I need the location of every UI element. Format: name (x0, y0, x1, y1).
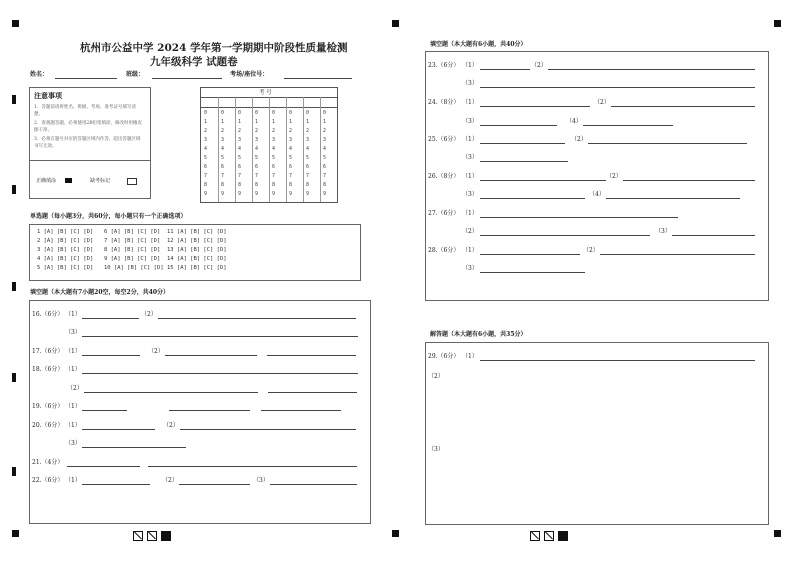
mc-options[interactable]: [A] [B] [C] [D] (176, 238, 227, 244)
answer-blank[interactable] (67, 466, 140, 467)
exam-id-bubble[interactable]: 5 (289, 155, 293, 161)
side-mark (12, 373, 16, 382)
exam-id-col-divider (286, 97, 287, 202)
seat-label: 考场/座位号： (230, 71, 269, 78)
blank-number: （3） (253, 477, 269, 484)
answer-blank[interactable] (158, 318, 356, 319)
mc-question-number: 12 (167, 238, 174, 244)
exam-id-bubble[interactable]: 4 (221, 146, 225, 152)
mc-options[interactable]: [A] [B] [C] [D] (43, 265, 94, 271)
code-mark (558, 531, 568, 541)
mc-question-number: 2 (37, 238, 41, 244)
blank-number: （1） (65, 366, 81, 373)
answer-blank[interactable] (261, 410, 341, 411)
mc-options[interactable]: [A] [B] [C] [D] (43, 256, 94, 262)
blank-number: （1） (462, 247, 478, 254)
exam-id-bubble[interactable]: 0 (272, 110, 276, 116)
exam-id-bubble[interactable]: 9 (255, 191, 259, 197)
exam-id-bubble[interactable]: 5 (272, 155, 276, 161)
blank-number: （3） (65, 329, 81, 336)
blank-number: （3） (462, 80, 478, 87)
question-number: 19.（6分） (32, 403, 64, 410)
answer-blank[interactable] (82, 447, 186, 448)
notice-item: 2．客观题答题，必须使用2B铅笔填涂，修改时用橡皮擦干净。 (34, 121, 143, 133)
mc-options[interactable]: [A] [B] [C] [D] (176, 256, 227, 262)
mc-question-row[interactable] (167, 247, 227, 253)
mc-question-row[interactable] (37, 247, 93, 253)
exam-id-bubble[interactable]: 8 (289, 182, 293, 188)
exam-id-bubble[interactable]: 3 (289, 137, 293, 143)
exam-id-grid[interactable] (200, 87, 338, 203)
exam-id-bubble[interactable]: 3 (323, 137, 327, 143)
side-mark (12, 467, 16, 476)
blank-number: （2） (141, 311, 157, 318)
question-number: 16.（6分） (32, 311, 64, 318)
fill-right-heading: 填空题（本大题有6小题，共40分） (430, 41, 527, 48)
question-number: 29.（6分） (428, 353, 460, 360)
answer-blank[interactable] (180, 429, 356, 430)
blank-number: （1） (462, 136, 478, 143)
question-number: 26.（8分） (428, 173, 460, 180)
answer-blank[interactable] (82, 336, 358, 337)
exam-id-bubble[interactable]: 0 (204, 110, 208, 116)
exam-id-bubble[interactable]: 4 (289, 146, 293, 152)
answer-blank[interactable] (480, 198, 585, 199)
answer-heading: 解答题（本大题有6小题，共35分） (430, 331, 527, 338)
blank-number: （2） (531, 62, 547, 69)
answer-blank[interactable] (480, 161, 568, 162)
mc-question-number: 9 (104, 256, 108, 262)
answer-blank[interactable] (268, 392, 357, 393)
code-mark (544, 531, 554, 541)
exam-id-bubble[interactable]: 2 (323, 128, 327, 134)
answer-blank[interactable] (82, 429, 155, 430)
question-number: 23.（6分） (428, 62, 460, 69)
answer-blank[interactable] (82, 410, 127, 411)
blank-number: （3） (65, 440, 81, 447)
answer-blank[interactable] (267, 355, 356, 356)
mc-question-row[interactable] (104, 256, 160, 262)
mc-question-number: 1 (37, 229, 41, 235)
answer-blank[interactable] (165, 355, 257, 356)
exam-id-bubble[interactable]: 1 (255, 119, 259, 125)
exam-id-bubble[interactable]: 1 (238, 119, 242, 125)
answer-blank[interactable] (480, 180, 606, 181)
exam-id-bubble[interactable]: 9 (306, 191, 310, 197)
side-mark (12, 282, 16, 291)
blank-number: （2） (162, 477, 178, 484)
exam-id-bubble[interactable]: 8 (272, 182, 276, 188)
class-label: 班级： (126, 71, 145, 78)
exam-id-bubble[interactable]: 9 (272, 191, 276, 197)
exam-id-bubble[interactable]: 4 (255, 146, 259, 152)
question-number: 25.（6分） (428, 136, 460, 143)
exam-id-bubble[interactable]: 9 (238, 191, 242, 197)
registration-mark (392, 530, 399, 537)
exam-id-bubble[interactable]: 0 (289, 110, 293, 116)
question-number: 28.（6分） (428, 247, 460, 254)
blank-number: （1） (462, 210, 478, 217)
mc-question-row[interactable] (104, 229, 160, 235)
answer-blank[interactable] (600, 254, 755, 255)
mc-options[interactable]: [A] [B] [C] [D] (43, 229, 94, 235)
blank-number: （2） (148, 348, 164, 355)
notice-item: 1．答题前请将姓名、班级、考场、准考证号填写清楚。 (34, 105, 136, 117)
exam-id-bubble[interactable]: 8 (238, 182, 242, 188)
mc-question-number: 3 (37, 247, 41, 253)
exam-id-bubble[interactable]: 4 (204, 146, 208, 152)
mc-question-row[interactable] (104, 238, 160, 244)
blank-number: （3） (428, 446, 444, 453)
exam-id-bubble[interactable]: 7 (289, 173, 293, 179)
exam-id-bubble[interactable]: 4 (238, 146, 242, 152)
correct-fill-label: 正确填涂 (36, 178, 57, 184)
mc-question-row[interactable] (167, 238, 227, 244)
exam-id-bubble[interactable]: 1 (306, 119, 310, 125)
mc-options[interactable]: [A] [B] [C] [D] (113, 265, 164, 271)
blank-number: （2） (583, 247, 599, 254)
answer-blank[interactable] (583, 125, 673, 126)
exam-id-bubble[interactable]: 3 (306, 137, 310, 143)
exam-id-bubble[interactable]: 7 (221, 173, 225, 179)
exam-id-bubble[interactable]: 9 (289, 191, 293, 197)
blank-number: （1） (462, 62, 478, 69)
answer-blank[interactable] (480, 87, 755, 88)
answer-blank[interactable] (611, 106, 755, 107)
exam-id-bubble[interactable]: 7 (238, 173, 242, 179)
answer-blank[interactable] (480, 254, 580, 255)
name-field[interactable] (55, 78, 117, 79)
exam-id-bubble[interactable]: 0 (306, 110, 310, 116)
mc-options[interactable]: [A] [B] [C] [D] (110, 256, 161, 262)
exam-id-col-divider (320, 97, 321, 202)
blank-number: （1） (65, 311, 81, 318)
exam-id-bubble[interactable]: 7 (255, 173, 259, 179)
mc-options[interactable]: [A] [B] [C] [D] (110, 229, 161, 235)
answer-blank[interactable] (82, 318, 139, 319)
exam-id-bubble[interactable]: 3 (221, 137, 225, 143)
exam-id-bubble[interactable]: 7 (323, 173, 327, 179)
mc-question-row[interactable] (104, 265, 164, 271)
exam-id-bubble[interactable]: 8 (323, 182, 327, 188)
answer-blank[interactable] (84, 392, 258, 393)
correct-fill-sample (65, 178, 72, 183)
blank-number: （2） (67, 385, 83, 392)
exam-id-bubble[interactable]: 6 (204, 164, 208, 170)
exam-id-bubble[interactable]: 8 (221, 182, 225, 188)
answer-blank[interactable] (179, 484, 250, 485)
exam-id-bubble[interactable]: 0 (323, 110, 327, 116)
exam-id-bubble[interactable]: 5 (221, 155, 225, 161)
exam-id-bubble[interactable]: 7 (306, 173, 310, 179)
exam-id-bubble[interactable]: 8 (306, 182, 310, 188)
answer-blank[interactable] (480, 125, 557, 126)
question-number: 27.（6分） (428, 210, 460, 217)
answer-blank[interactable] (270, 484, 357, 485)
blank-number: （1） (462, 173, 478, 180)
blank-number: （2） (571, 136, 587, 143)
exam-id-bubble[interactable]: 1 (323, 119, 327, 125)
mc-options[interactable]: [A] [B] [C] [D] (176, 229, 227, 235)
mc-heading: 单选题（每小题3分，共60分，每小题只有一个正确选项） (30, 213, 187, 220)
exam-id-bubble[interactable]: 3 (204, 137, 208, 143)
notice-item: 3．必须在题号对应的答题区域内作答，超出答题区域书写无效。 (34, 137, 141, 149)
blank-number: （1） (462, 99, 478, 106)
blank-number: （2） (163, 422, 179, 429)
answer-blank[interactable] (148, 466, 357, 467)
registration-mark (12, 20, 19, 27)
exam-id-bubble[interactable]: 9 (204, 191, 208, 197)
seat-field[interactable] (284, 78, 352, 79)
registration-mark (12, 530, 19, 537)
mc-question-row[interactable] (167, 256, 227, 262)
blank-number: （1） (462, 353, 478, 360)
answer-blank[interactable] (480, 272, 585, 273)
answer-blank[interactable] (548, 69, 755, 70)
exam-id-bubble[interactable]: 6 (272, 164, 276, 170)
blank-number: （3） (655, 228, 671, 235)
mc-question-row[interactable] (104, 247, 160, 253)
registration-mark (774, 20, 781, 27)
exam-id-bubble[interactable]: 2 (255, 128, 259, 134)
exam-id-bubble[interactable]: 2 (306, 128, 310, 134)
exam-id-bubble[interactable]: 0 (238, 110, 242, 116)
answer-blank[interactable] (480, 360, 755, 361)
absent-mark-box[interactable] (127, 178, 137, 185)
exam-id-col-divider (303, 97, 304, 202)
mc-options[interactable]: [A] [B] [C] [D] (110, 238, 161, 244)
answer-blank[interactable] (606, 198, 740, 199)
exam-id-bubble[interactable]: 6 (323, 164, 327, 170)
blank-number: （3） (462, 265, 478, 272)
answer-blank[interactable] (480, 69, 530, 70)
answer-box (425, 342, 769, 525)
mc-question-row[interactable] (167, 229, 227, 235)
registration-mark (392, 20, 399, 27)
exam-id-bubble[interactable]: 0 (221, 110, 225, 116)
exam-id-bubble[interactable]: 7 (204, 173, 208, 179)
exam-id-bubble[interactable]: 6 (306, 164, 310, 170)
mc-question-number: 5 (37, 265, 41, 271)
exam-id-bubble[interactable]: 4 (272, 146, 276, 152)
answer-blank[interactable] (82, 355, 140, 356)
blank-number: （2） (462, 228, 478, 235)
exam-id-col-divider (269, 97, 270, 202)
exam-id-bubble[interactable]: 5 (204, 155, 208, 161)
notice-heading: 注意事项 (34, 91, 62, 100)
code-mark (147, 531, 157, 541)
exam-id-bubble[interactable]: 8 (204, 182, 208, 188)
exam-id-bubble[interactable]: 1 (272, 119, 276, 125)
mc-options[interactable]: [A] [B] [C] [D] (176, 265, 227, 271)
exam-id-bubble[interactable]: 2 (238, 128, 242, 134)
exam-id-col-divider (218, 97, 219, 202)
answer-blank[interactable] (82, 373, 358, 374)
exam-id-bubble[interactable]: 2 (272, 128, 276, 134)
question-number: 24.（8分） (428, 99, 460, 106)
exam-id-bubble[interactable]: 9 (221, 191, 225, 197)
question-number: 17.（6分） (32, 348, 64, 355)
exam-id-col-divider (252, 97, 253, 202)
code-mark (530, 531, 540, 541)
side-mark (12, 95, 16, 104)
exam-id-bubble[interactable]: 5 (323, 155, 327, 161)
mc-question-number: 14 (167, 256, 174, 262)
exam-id-label: 考 号 (259, 90, 272, 96)
mc-question-number: 10 (104, 265, 111, 271)
class-field[interactable] (152, 78, 222, 79)
code-mark (133, 531, 143, 541)
question-number: 20.（6分） (32, 422, 64, 429)
page-title: 杭州市公益中学 2024 学年第一学期期中阶段性质量检测 (80, 42, 348, 54)
exam-id-bubble[interactable]: 1 (289, 119, 293, 125)
name-label: 姓名： (30, 71, 49, 78)
exam-id-bubble[interactable]: 2 (289, 128, 293, 134)
answer-blank[interactable] (82, 484, 150, 485)
answer-blank[interactable] (623, 180, 755, 181)
notice-divider (30, 160, 150, 161)
mc-question-row[interactable] (37, 265, 93, 271)
exam-id-bubble[interactable]: 3 (238, 137, 242, 143)
answer-blank[interactable] (480, 106, 590, 107)
exam-id-bubble[interactable]: 4 (306, 146, 310, 152)
answer-blank[interactable] (169, 410, 250, 411)
exam-id-bubble[interactable]: 1 (204, 119, 208, 125)
answer-blank[interactable] (480, 217, 678, 218)
notice-box (29, 87, 151, 199)
question-number: 22.（6分） (32, 477, 64, 484)
exam-id-bubble[interactable]: 5 (255, 155, 259, 161)
exam-id-bubble[interactable]: 2 (204, 128, 208, 134)
exam-id-bubble[interactable]: 7 (272, 173, 276, 179)
side-mark (12, 185, 16, 194)
mc-question-row[interactable] (37, 229, 93, 235)
blank-number: （1） (65, 403, 81, 410)
mc-question-number: 13 (167, 247, 174, 253)
exam-id-bubble[interactable]: 3 (255, 137, 259, 143)
blank-number: （2） (606, 173, 622, 180)
mc-options[interactable]: [A] [B] [C] [D] (43, 238, 94, 244)
answer-blank[interactable] (480, 235, 650, 236)
blank-number: （3） (462, 154, 478, 161)
mc-question-number: 11 (167, 229, 174, 235)
blank-number: （2） (594, 99, 610, 106)
blank-number: （4） (589, 191, 605, 198)
blank-number: （2） (428, 373, 444, 380)
exam-id-bubble[interactable]: 6 (238, 164, 242, 170)
mc-question-row[interactable] (167, 265, 227, 271)
mc-options[interactable]: [A] [B] [C] [D] (110, 247, 161, 253)
mc-question-row[interactable] (37, 256, 93, 262)
mc-question-number: 4 (37, 256, 41, 262)
mc-question-row[interactable] (37, 238, 93, 244)
mc-question-number: 6 (104, 229, 108, 235)
absent-mark-label: 缺考标记 (90, 178, 111, 184)
answer-blank[interactable] (672, 235, 755, 236)
fill-left-heading: 填空题（本大题有7小题20空，每空2分，共40分） (30, 289, 170, 296)
exam-id-bubble[interactable]: 0 (255, 110, 259, 116)
mc-question-number: 15 (167, 265, 174, 271)
mc-options[interactable]: [A] [B] [C] [D] (176, 247, 227, 253)
blank-number: （4） (566, 118, 582, 125)
exam-id-bubble[interactable]: 3 (272, 137, 276, 143)
question-number: 21.（4分） (32, 459, 64, 466)
exam-id-bubble[interactable]: 6 (255, 164, 259, 170)
exam-id-bubble[interactable]: 2 (221, 128, 225, 134)
exam-id-bubble[interactable]: 5 (306, 155, 310, 161)
mc-options[interactable]: [A] [B] [C] [D] (43, 247, 94, 253)
blank-number: （3） (462, 191, 478, 198)
exam-id-bubble[interactable]: 6 (289, 164, 293, 170)
page-subtitle: 九年级科学 试题卷 (150, 56, 238, 68)
blank-number: （1） (65, 422, 81, 429)
exam-id-bubble[interactable]: 4 (323, 146, 327, 152)
question-number: 18.（6分） (32, 366, 64, 373)
answer-blank[interactable] (588, 143, 747, 144)
exam-id-col-divider (235, 97, 236, 202)
answer-blank[interactable] (480, 143, 565, 144)
registration-mark (774, 530, 781, 537)
exam-id-bubble[interactable]: 8 (255, 182, 259, 188)
exam-id-bubble[interactable]: 9 (323, 191, 327, 197)
mc-box (29, 224, 361, 281)
mc-question-number: 8 (104, 247, 108, 253)
code-mark (161, 531, 171, 541)
exam-id-bubble[interactable]: 6 (221, 164, 225, 170)
blank-number: （1） (65, 348, 81, 355)
exam-id-bubble[interactable]: 1 (221, 119, 225, 125)
mc-question-number: 7 (104, 238, 108, 244)
blank-number: （3） (462, 118, 478, 125)
exam-id-bubble[interactable]: 5 (238, 155, 242, 161)
blank-number: （1） (65, 477, 81, 484)
